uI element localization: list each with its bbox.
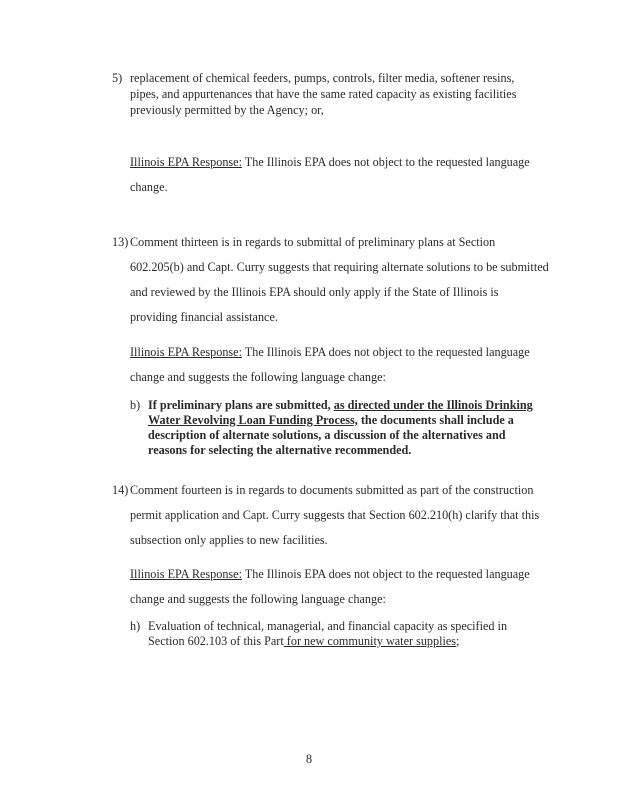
- list-item-number: 5): [112, 71, 123, 85]
- comment-line: providing financial assistance.: [130, 310, 278, 324]
- comment-line: subsection only applies to new facilities.: [130, 533, 328, 547]
- response-text-cont: change and suggests the following language change:: [130, 592, 386, 606]
- list-item-text-cont: the documents shall include a description of alternate solutions, a discussion of the alternatives and reasons for selecting the alternative recommended.: [148, 413, 514, 457]
- response-text-cont: change.: [130, 180, 168, 194]
- list-item-h: [130, 619, 543, 649]
- comment-line: Comment thirteen is in regards to submittal of preliminary plans at Section: [130, 235, 496, 249]
- list-item-text-cont: ;: [456, 634, 460, 648]
- comment-14: [112, 478, 552, 553]
- comment-number: 13): [112, 235, 129, 249]
- list-item-text: If preliminary plans are submitted,: [148, 398, 334, 412]
- page-number: 8: [305, 752, 313, 766]
- list-item-inserted-text: for new community water supplies: [283, 634, 457, 648]
- epa-response-1: [130, 150, 550, 200]
- response-label: Illinois EPA Response:: [130, 345, 242, 359]
- list-item-inserted-text: as directed under the Illinois Drinking Water Revolving Loan Funding Process,: [148, 398, 533, 427]
- comment-line: and reviewed by the Illinois EPA should only apply if the State of Illinois is: [130, 285, 499, 299]
- epa-response-3: [130, 562, 550, 612]
- response-label: Illinois EPA Response:: [130, 567, 242, 581]
- response-text: The Illinois EPA does not object to the requested language: [241, 567, 530, 581]
- list-item-number: b): [130, 398, 141, 412]
- list-item-number: h): [130, 619, 141, 633]
- response-text: The Illinois EPA does not object to the requested language: [241, 155, 530, 169]
- list-item-5: [112, 70, 540, 118]
- response-label: Illinois EPA Response:: [130, 155, 242, 169]
- list-item-b: [130, 398, 543, 458]
- response-text: The Illinois EPA does not object to the requested language: [241, 345, 530, 359]
- list-item-text: replacement of chemical feeders, pumps, controls, filter media, softener resins, pipes, and appurtenances that have the same rated capacity as existing facilities previously permitted by the Agency; or,: [130, 71, 517, 117]
- comment-line: 602.205(b) and Capt. Curry suggests that requiring alternate solutions to be submitted: [130, 260, 549, 274]
- response-text-cont: change and suggests the following language change:: [130, 370, 386, 384]
- epa-response-2: [130, 340, 550, 390]
- comment-line: permit application and Capt. Curry suggests that Section 602.210(h) clarify that this: [130, 508, 540, 522]
- list-item-text: Evaluation of technical, managerial, and financial capacity as specified in Section 602.103 of this Part: [148, 619, 508, 648]
- comment-line: Comment fourteen is in regards to documents submitted as part of the construction: [130, 483, 534, 497]
- comment-13: [112, 230, 552, 330]
- comment-number: 14): [112, 483, 129, 497]
